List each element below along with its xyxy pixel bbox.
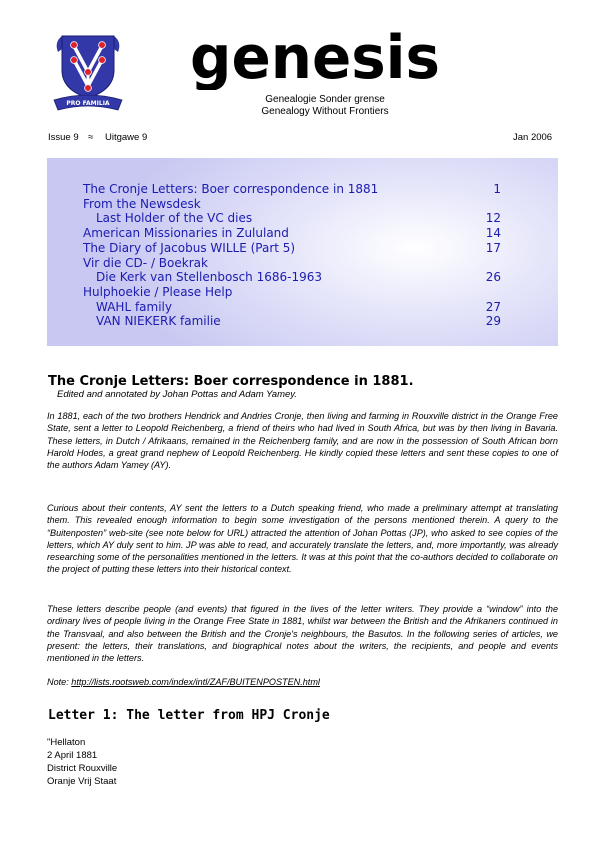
masthead-title xyxy=(180,30,450,90)
toc-entry-page: 26 xyxy=(485,270,501,285)
toc-entry-page: 29 xyxy=(485,314,501,329)
letter-heading: Letter 1: The letter from HPJ Cronje xyxy=(48,708,330,723)
address-line: "Hellaton xyxy=(47,737,86,748)
toc-entry[interactable] xyxy=(83,226,501,241)
issue-separator: ≈ xyxy=(88,132,94,143)
masthead-title-text: genesis xyxy=(190,30,440,90)
toc-entry-title: From the Newsdesk xyxy=(83,196,201,211)
family-crest-logo xyxy=(52,30,124,116)
toc-entry-page: 1 xyxy=(493,182,501,196)
uitgawe-number: Uitgawe 9 xyxy=(105,132,148,143)
toc-entry[interactable] xyxy=(83,241,501,256)
buitenposten-link[interactable]: http://lists.rootsweb.com/index/intl/ZAF/BUITENPOSTEN.html xyxy=(71,677,320,687)
toc-section-heading xyxy=(83,256,501,271)
toc-entry-page: 17 xyxy=(485,240,501,255)
toc-entry[interactable] xyxy=(96,211,501,226)
address-line: District Rouxville xyxy=(47,763,118,774)
article-paragraph: These letters describe people (and events) that figured in the lives of the letter writers. They provide a “window” into the ordinary lives of people living in the Orange Free State in 1881, whilst war between the British and the Afrikaners continued in the Transvaal, and also between the British and the Cronje's neighbours, the Basutos. In the following series of articles, we present: the letters, their translations, and biographical notes about the writers, the recipients, and people and events mentioned in the letters. xyxy=(47,604,558,664)
toc-entry-page: 27 xyxy=(485,299,501,314)
toc-entry[interactable] xyxy=(96,314,501,329)
article-paragraph: In 1881, each of the two brothers Hendrick and Andries Cronje, then living and farming in Rouxville district in the Orange Free State, sent a letter to Leopold Reichenberg, a friend of theirs who had lived in South Africa, but was by then living in Bavaria. These letters, in Dutch / Afrikaans, remained in the Reichenberg family, and are now in the possession of South African born Harold Hodes, a great grand nephew of Leopold Reichenberg. He kindly copied these letters and sent these copies to one of the authors Adam Yamey (AY). xyxy=(47,411,558,471)
toc-entry[interactable] xyxy=(83,182,501,197)
toc-entry[interactable] xyxy=(96,300,501,315)
issue-date: Jan 2006 xyxy=(513,132,553,143)
toc-entry-page: 14 xyxy=(485,226,501,241)
toc-entry[interactable] xyxy=(96,270,501,285)
toc-entry-title: American Missionaries in Zululand xyxy=(83,226,289,241)
toc-section-heading xyxy=(83,285,501,300)
article-title: The Cronje Letters: Boer correspondence in 1881. xyxy=(48,374,414,389)
article-paragraph: Curious about their contents, AY sent the letters to a Dutch speaking friend, who made a preliminary attempt at translating them. This revealed enough information to begin some investigation of the persons mentioned therein. A query to the “Buitenposten” web-site (see note below for URL) attracted the attention of Johan Pottas (JP), who asked to see copies of the letters, which AY duly sent to him. JP was able to read, and accurately translate the letters, and, more importantly, was already researching some of the personalities mentioned in the letters. It was at this point that the co-authors decided to collaborate on the project of putting these letters into their historical context. xyxy=(47,503,558,575)
crest-motto: PRO FAMILIA xyxy=(66,100,110,107)
toc-entry-title: The Cronje Letters: Boer correspondence in 1881 xyxy=(83,182,379,196)
issue-number: Issue 9 xyxy=(48,132,79,143)
toc-entry-title: Hulphoekie / Please Help xyxy=(83,284,233,299)
subtitle-english: Genealogy Without Frontiers xyxy=(261,106,389,117)
article-note xyxy=(47,677,320,687)
note-label: Note: xyxy=(47,677,69,687)
toc-entry-title: Vir die CD- / Boekrak xyxy=(83,255,208,270)
table-of-contents xyxy=(47,158,558,346)
letter-address xyxy=(47,736,117,788)
toc-entry-title: Last Holder of the VC dies xyxy=(96,211,253,226)
toc-entry-title: WAHL family xyxy=(96,299,172,314)
address-line: 2 April 1881 xyxy=(47,750,98,761)
toc-entry-page: 12 xyxy=(485,211,501,226)
subtitle-afrikaans: Genealogie Sonder grense xyxy=(265,94,385,105)
article-byline: Edited and annotated by Johan Pottas and Adam Yamey. xyxy=(57,389,297,400)
toc-entry-title: VAN NIEKERK familie xyxy=(96,314,221,329)
toc-entry-title: Die Kerk van Stellenbosch 1686-1963 xyxy=(96,270,322,285)
toc-entry-title: The Diary of Jacobus WILLE (Part 5) xyxy=(83,240,296,255)
address-line: Oranje Vrij Staat xyxy=(47,776,117,787)
toc-section-heading xyxy=(83,197,501,212)
